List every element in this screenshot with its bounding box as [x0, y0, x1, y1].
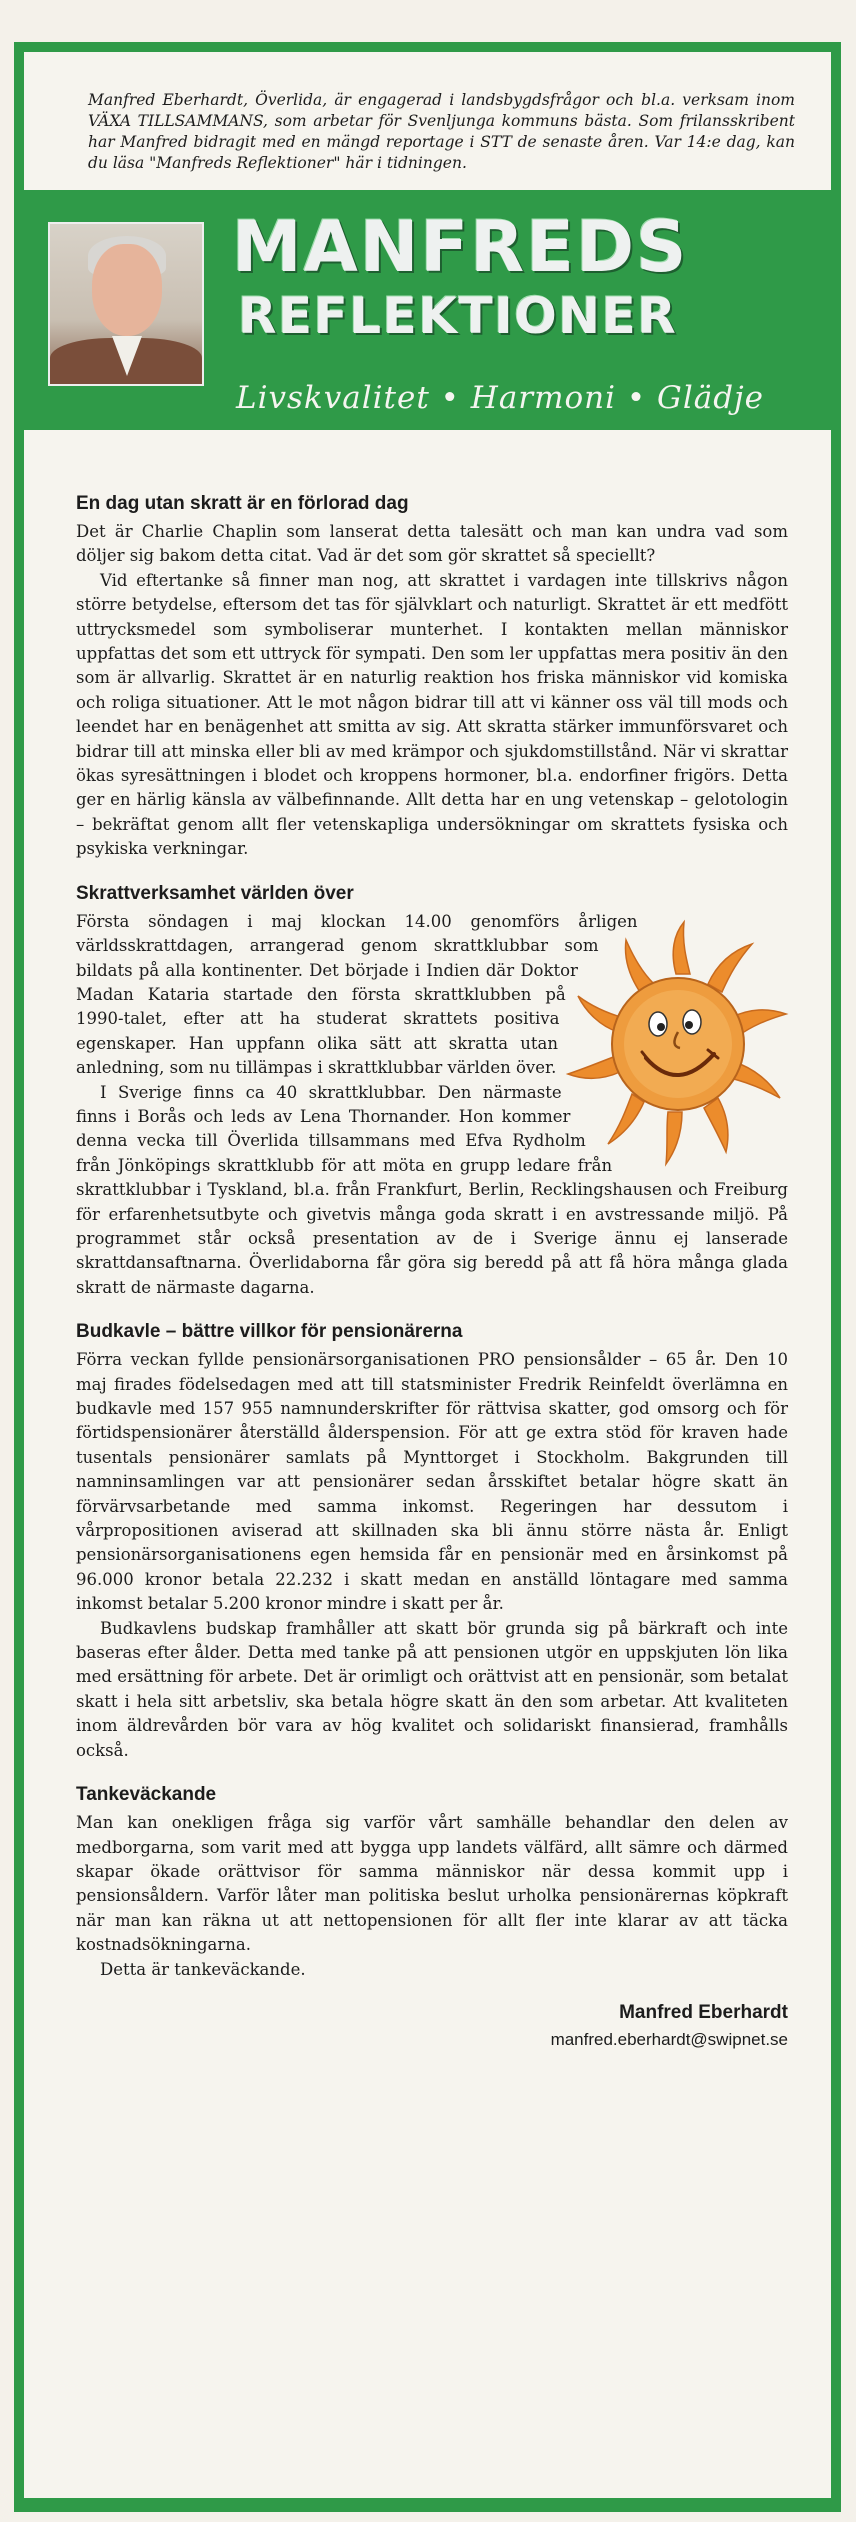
paragraph: Första söndagen i maj klockan 14.00 genomförs årligen världsskrattdagen, arrangerad genom skrattklubbar som bildats på alla kontinenter. Det började i Indien där Doktor Madan Kataria startade den första skrattklubben på 1990-talet, efter att ha studerat skrattets positiva egenskaper. Han uppfann olika sätt att skratta utan anledning, som nu tillämpas i skrattklubbar världen över.: [76, 911, 638, 1078]
author-intro: Manfred Eberhardt, Överlida, är engagerad i landsbygdsfrågor och bl.a. verksam inom VÄXA TILLSAMMANS, som arbetar för Svenljunga kommuns bästa. Som frilansskribent har Manfred bidragit med en mängd reportage i STT de senaste åren. Var 14:e dag, kan du läsa "Manfreds Reflektioner" här i tidningen.: [54, 76, 815, 188]
column-title-line1: MANFREDS: [232, 206, 689, 288]
section-laughter: [76, 492, 788, 862]
section-heading: Tankeväckande: [76, 1784, 217, 1806]
section-laughter-clubs: [76, 882, 788, 1301]
paragraph: Vid eftertanke så finner man nog, att skrattet i vardagen inte tillskrivs någon större betydelse, eftersom det tas för självklart och naturligt. Skrattet är ett medfött uttrycksmedel som symboliserar munterhet. I kontakten mellan människor uppfattas det som ett uttryck för sympati. Den som ler uppfattas mera positiv än den som är allvarlig. Skrattet är en naturlig reaktion hos friska människor vid komiska och roliga situationer. Att le mot någon bidrar till att vi känner oss väl till mods och leendet har en benägenhet att smitta av sig. Att skratta stärker immunförsvaret och bidrar till att minska eller bli av med krämpor och sjukdomstillstånd. När vi skrattar ökas syresättningen i blodet och kroppens hormoner, bl.a. endorfiner frigörs. Detta ger en härlig känsla av välbefinnande. Allt detta har en ung vetenskap – gelotologin – bekräftat genom allt fler vetenskapliga undersökningar om skrattets fysiska och psykiska verkningar.: [76, 570, 788, 859]
column-tagline: Livskvalitet • Harmoni • Glädje: [236, 380, 765, 416]
photo-face: [92, 244, 162, 336]
section-pension-baton: [76, 1320, 788, 1763]
section-heading: En dag utan skratt är en förlorad dag: [76, 493, 409, 514]
signature: [76, 2002, 788, 2050]
section-heading: Budkavle – bättre villkor för pensionärerna: [76, 1321, 463, 1343]
author-photo: [48, 222, 204, 386]
column-title-line2: REFLEKTIONER: [238, 287, 678, 345]
paragraph: Det är Charlie Chaplin som lanserat detta talesätt och man kan undra vad som döljer sig bakom detta citat. Vad är det som gör skrattet så speciellt?: [76, 522, 788, 566]
paragraph: Detta är tankeväckande.: [100, 1959, 306, 1979]
paragraph: Man kan onekligen fråga sig varför vårt samhälle behandlar den delen av medborgarna, som varit med att bygga upp landets välfärd, allt sämre och därmed skapar ökade orättvisor för samma människor när dessa kommit upp i pensionsåldern. Varför låter man politiska beslut urholka pensionärernas köpkraft när man kan räkna ut att nettopensionen för allt fler inte klarar av att täcka kostnadsökningarna.: [76, 1813, 788, 1955]
section-thought-provoking: [76, 1783, 788, 1982]
paragraph: I Sverige finns ca 40 skrattklubbar. Den närmaste finns i Borås och leds av Lena Thornander. Hon kommer denna vecka till Överlida tillsammans med Efva Rydholm från Jönköpings skrattklubb för att möta en grupp ledare från skrattklubbar i Tyskland, bl.a. från Frankfurt, Berlin, Recklingshausen och Freiburg för erfarenhetsutbyte och givetvis många goda skratt i en avstressande miljö. På programmet står också presentation av de i Sverige ännu ej lanserade skrattdansaftnarna. Överlidaborna får göra sig beredd på att få höra många glada skratt de närmaste dagarna.: [76, 1082, 788, 1297]
paragraph: Förra veckan fyllde pensionärsorganisationen PRO pensionsålder – 65 år. Den 10 maj firades födelsedagen med att till statsminister Fredrik Reinfeldt överlämna en budkavle med 157 955 namnunderskrifter för rättvisa skatter, god omsorg och för förtidspensionärer återställd ålderspension. För att ge extra stöd för kraven hade tusentals pensionärer samlats på Mynttorget i Stockholm. Bakgrunden till namninsamlingen var att pensionärer sedan årsskiftet betalar högre skatt än förvärvsarbetande med samma inkomst. Regeringen har dessutom i vårpropositionen aviserad att skillnaden ska bli ännu större nästa år. Enligt pensionärsorganisationens egen hemsida får en pensionär med en årsinkomst på 96.000 kronor betala 22.232 i skatt medan en anställd löntagare med samma inkomst betalar 5.200 kronor mindre i skatt per år.: [76, 1350, 788, 1614]
paragraph: Budkavlens budskap framhåller att skatt bör grunda sig på bärkraft och inte baseras efter ålder. Detta med tanke på att pensionen utgör en uppskjuten lön lika med ersättning för arbete. Det är orimligt och orättvist att en pensionär, som betalat skatt i hela sitt arbetsliv, ska betala högre skatt än den som arbetar. Att kvaliteten inom äldrevården bör vara av hög kvalitet och solidariskt finansierad, framhålls också.: [76, 1618, 788, 1760]
author-email[interactable]: manfred.eberhardt@swipnet.se: [550, 2029, 788, 2049]
section-heading: Skrattverksamhet världen över: [76, 882, 354, 904]
author-name: Manfred Eberhardt: [619, 2001, 788, 2023]
article-body: [52, 460, 812, 2482]
